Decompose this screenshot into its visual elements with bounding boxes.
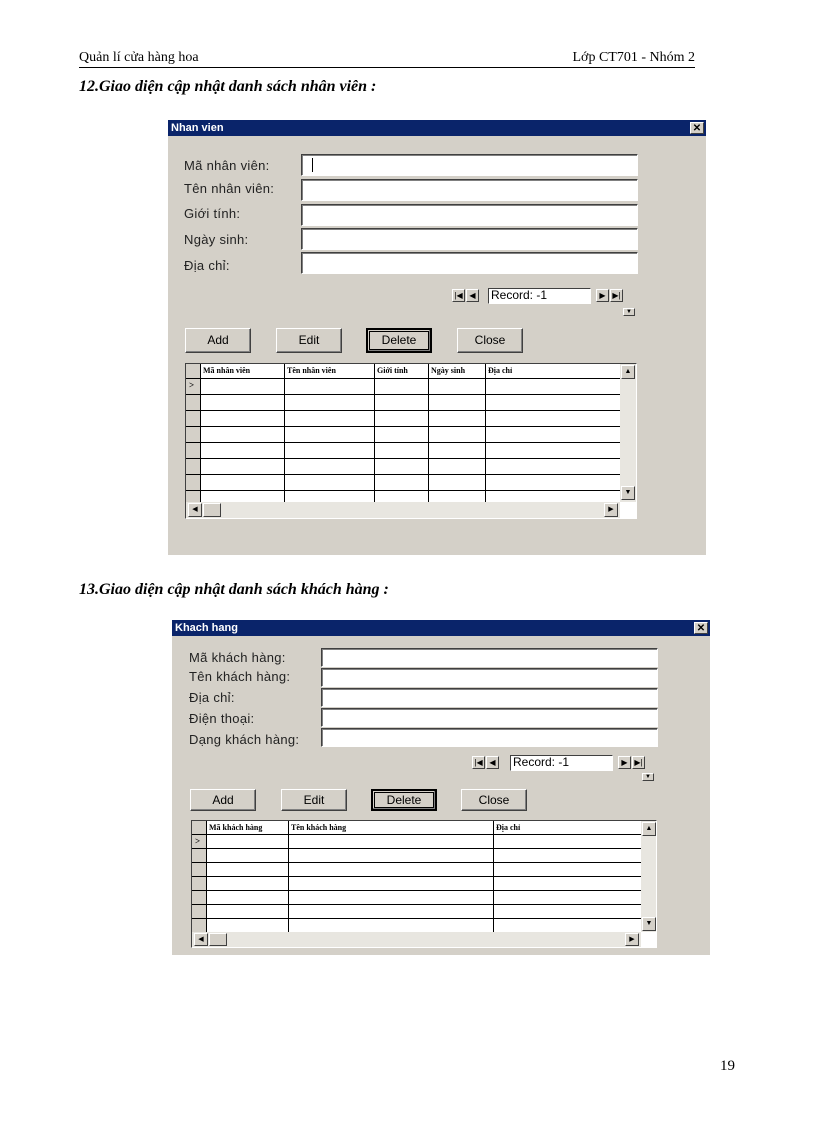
column-header[interactable]: Mã nhân viên (203, 366, 251, 375)
scroll-up-icon[interactable]: ▲ (642, 822, 656, 836)
label-customer-name: Tên khách hàng: (189, 669, 291, 684)
grid-line (186, 442, 620, 443)
employee-id-input[interactable] (301, 154, 638, 176)
first-record-icon[interactable]: |◀ (472, 756, 485, 769)
next-record-icon[interactable]: ▶ (596, 289, 609, 302)
record-indicator: Record: -1 (510, 755, 613, 771)
address-input[interactable] (301, 252, 638, 274)
grid-line (186, 474, 620, 475)
customer-titlebar (172, 620, 710, 636)
scroll-right-icon[interactable]: ▶ (604, 503, 618, 517)
employee-dialog (168, 120, 706, 555)
record-indicator: Record: -1 (488, 288, 591, 304)
scroll-down-icon[interactable]: ▼ (642, 917, 656, 931)
grid-line (186, 490, 620, 491)
edit-button[interactable]: Edit (281, 789, 347, 811)
customer-grid[interactable] (191, 820, 657, 948)
first-record-icon[interactable]: |◀ (452, 289, 465, 302)
current-row-marker: > (189, 380, 195, 390)
text-caret (312, 158, 313, 172)
customer-name-input[interactable] (321, 668, 658, 687)
close-button[interactable]: Close (461, 789, 527, 811)
employee-name-input[interactable] (301, 179, 638, 201)
close-icon[interactable]: ✕ (690, 122, 704, 134)
page-number: 19 (720, 1058, 735, 1074)
employee-window-title: Nhan vien (171, 122, 224, 134)
scroll-left-icon[interactable]: ◀ (188, 503, 202, 517)
grid-line (192, 918, 641, 919)
column-header[interactable]: Địa chỉ (496, 823, 521, 832)
employee-grid[interactable] (185, 363, 637, 519)
scroll-down-icon[interactable]: ▼ (621, 486, 635, 500)
label-phone: Điện thoại: (189, 711, 255, 726)
grid-line (192, 834, 641, 835)
customer-window-title: Khach hang (175, 622, 238, 634)
page-header-left: Quản lí cửa hàng hoa (79, 50, 199, 65)
grid-line (186, 378, 620, 379)
scroll-thumb[interactable] (203, 503, 221, 517)
prev-record-icon[interactable]: ◀ (466, 289, 479, 302)
grid-line (288, 821, 289, 932)
horizontal-scrollbar[interactable] (192, 932, 641, 947)
grid-line (186, 394, 620, 395)
scroll-left-icon[interactable]: ◀ (194, 933, 208, 946)
phone-input[interactable] (321, 708, 658, 727)
prev-record-icon[interactable]: ◀ (486, 756, 499, 769)
delete-button[interactable]: Delete (371, 789, 437, 811)
grid-line (186, 458, 620, 459)
page-header-right: Lớp CT701 - Nhóm 2 (572, 50, 695, 65)
grid-line (206, 821, 207, 932)
label-customer-type: Dạng khách hàng: (189, 732, 300, 747)
grid-line (428, 364, 429, 502)
last-record-icon[interactable]: ▶| (610, 289, 623, 302)
column-header[interactable]: Địa chỉ (488, 366, 513, 375)
scroll-right-icon[interactable]: ▶ (625, 933, 639, 946)
section-heading-customers: 13.Giao diện cập nhật danh sách khách hàng : (79, 581, 389, 598)
column-header[interactable]: Giới tính (377, 366, 408, 375)
grid-line (186, 410, 620, 411)
dropdown-icon[interactable]: ▼ (623, 308, 635, 316)
column-header[interactable]: Tên khách hàng (291, 823, 347, 832)
grid-line (493, 821, 494, 932)
label-customer-id: Mã khách hàng: (189, 650, 286, 665)
label-employee-name: Tên nhân viên: (184, 181, 275, 196)
edit-button[interactable]: Edit (276, 328, 342, 353)
label-address: Địa chỉ: (184, 258, 230, 273)
column-header[interactable]: Mã khách hàng (209, 823, 263, 832)
header-rule (79, 67, 695, 68)
label-gender: Giới tính: (184, 206, 241, 221)
grid-line (192, 848, 641, 849)
next-record-icon[interactable]: ▶ (618, 756, 631, 769)
current-row-marker: > (195, 836, 201, 846)
gender-input[interactable] (301, 204, 638, 226)
last-record-icon[interactable]: ▶| (632, 756, 645, 769)
birthdate-input[interactable] (301, 228, 638, 250)
vertical-scrollbar[interactable] (620, 364, 636, 502)
scroll-up-icon[interactable]: ▲ (621, 365, 635, 379)
grid-line (284, 364, 285, 502)
close-icon[interactable]: ✕ (694, 622, 708, 634)
customer-id-input[interactable] (321, 648, 658, 667)
label-customer-address: Địa chỉ: (189, 690, 235, 705)
label-birthdate: Ngày sinh: (184, 232, 249, 247)
column-header[interactable]: Ngày sinh (431, 366, 466, 375)
grid-line (192, 904, 641, 905)
scroll-thumb[interactable] (209, 933, 227, 946)
grid-line (192, 862, 641, 863)
close-button[interactable]: Close (457, 328, 523, 353)
grid-line (186, 426, 620, 427)
customer-address-input[interactable] (321, 688, 658, 707)
section-heading-employees: 12.Giao diện cập nhật danh sách nhân viên : (79, 78, 377, 95)
vertical-scrollbar[interactable] (641, 821, 656, 932)
add-button[interactable]: Add (185, 328, 251, 353)
customer-dialog (172, 620, 710, 955)
grid-line (374, 364, 375, 502)
grid-line (485, 364, 486, 502)
column-header[interactable]: Tên nhân viên (287, 366, 336, 375)
delete-button[interactable]: Delete (366, 328, 432, 353)
customer-type-input[interactable] (321, 728, 658, 747)
add-button[interactable]: Add (190, 789, 256, 811)
grid-line (192, 890, 641, 891)
grid-line (200, 364, 201, 502)
label-employee-id: Mã nhân viên: (184, 158, 270, 173)
employee-titlebar (168, 120, 706, 136)
horizontal-scrollbar[interactable] (186, 502, 620, 518)
grid-line (192, 876, 641, 877)
dropdown-icon[interactable]: ▼ (642, 773, 654, 781)
